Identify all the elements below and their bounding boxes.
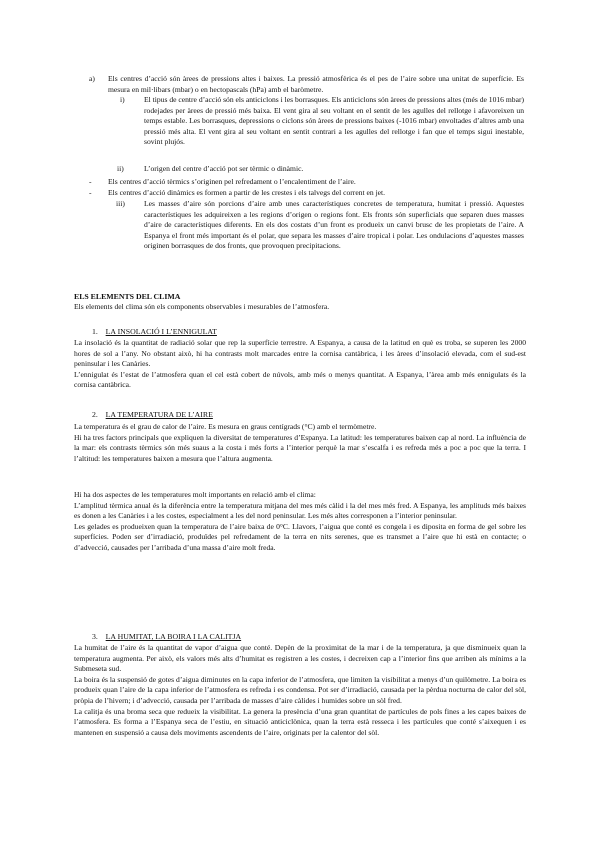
section-3-paragraph-3: La calitja és una broma seca que redueix la visibilitat. La genera la presència d’una gran quantitat de partícules de pols fines a les capes baixes de l’atmosfera. Es forma a l’Espanya seca de l’estiu, en situació anticiclònica, quan la terra està resseca i les partícules que conté s’aixequen i es mantenen en suspensió a causa dels moviments ascendents de l’aire, originats per la calentor del sòl. [74,706,526,737]
list-item-iii-text: Les masses d’aire són porcions d’aire amb unes característiques concretes de temperatura, humitat i pressió. Aquestes característiques les adquireixen a les regions d’origen o regions font. Els fronts són superficials que separen dues masses d’aire de característiques diferents. En els dos costats d’un front es produeix un canvi brusc de les propietats de l’aire. A Espanya el front més important és el polar, que separa les masses d’aire tropical i polar. Les ondulacions d’aquestes masses originen borrasques de dos fronts, que provoquen precipitacions. [144,199,524,251]
subsection-number-3: 3. [92,632,98,641]
list-marker-iii: iii) [116,199,125,208]
section-1-paragraph-1: La insolació és la quantitat de radiació solar que rep la superfície terrestre. A Espanya, a causa de la latitud en què es troba, se superen les 2000 hores de sol a l’any. No obstant això, hi ha contrasts molt marcades entre la cornisa cantàbrica, i les àrees d’insolació elevada, com el sud-est peninsular i les Canàries. [74,338,526,369]
list-item-iii [144,199,524,252]
section-1-paragraph-2: L’ennigulat és l’estat de l’atmosfera quan el cel està cobert de núvols, amb més o menys quantitat. A Espanya, l’àrea amb més ennigulats és la cornisa cantàbrica. [74,369,526,390]
section-2-paragraph-5: Les gelades es produeixen quan la temperatura de l’aire baixa de 0°C. Llavors, l’aigua que conté es congela i es diposita en forma de gel sobre les superfícies. Poden ser d’irradiació, produïdes pel refredament de la terra en nits serenes, que es transmet a l’aire que hi està en contacte; o d’advecció, causades per l’arribada d’una massa d’aire molt freda. [74,521,526,552]
section-2-body-a [74,422,526,464]
list-marker-a: a) [89,74,95,83]
subsection-title-2: LA TEMPERATURA DE L’AIRE [105,410,213,419]
subsection-heading-insolacio [92,327,217,337]
list-item-ii-text: L’origen del centre d’acció pot ser tèrmic o dinàmic. [144,164,304,173]
subsection-number-1: 1. [92,327,98,336]
section-2-body-b [74,490,526,554]
section-3-paragraph-2: La boira és la suspensió de gotes d’aigua diminutes en la capa inferior de l’atmosfera, que limiten la visibilitat a menys d’un quilòmetre. La boira es produeix quan l’aire de la capa inferior de l’atmosfera es refreda i es condensa. Pot ser d’irradiació, causada per la pèrdua nocturna de calor del sòl, pròpia de l’hivern; i d’advecció, causada per l’arribada de masses d’aire càlides i humides sobre un sòl fred. [74,674,526,705]
list-marker-i: i) [120,95,125,104]
subsection-heading-humitat [92,632,241,642]
list-item-i [144,95,524,148]
list-item-a [108,74,524,95]
subsection-title-1: LA INSOLACIÓ I L’ENNIGULAT [105,327,217,336]
subsection-number-2: 2. [92,410,98,419]
dash-marker-1: - [89,177,92,186]
section-heading-elements: ELS ELEMENTS DEL CLIMA [74,292,181,301]
section-2-paragraph-3: Hi ha dos aspectes de les temperatures molt importants en relació amb el clima: [74,490,316,499]
section-3-body [74,643,526,738]
section-1-body [74,338,526,391]
elements-intro [74,302,526,313]
dash-item-1 [108,177,524,188]
section-2-paragraph-4: L’amplitud tèrmica anual és la diferència entre la temperatura mitjana del mes més càlid i la del mes més fred. A Espanya, les amplituds més baixes es donen a les Canàries i a les costes, especialment a les del nord peninsular. Les més altes corresponen a l’interior peninsular. [74,500,526,521]
dash-item-2-text: Els centres d’acció dinàmics es formen a partir de les crestes i els talvegs del corrent en jet. [108,188,386,197]
dash-item-1-text: Els centres d’acció tèrmics s’originen pel refredament o l’encalentiment de l’aire. [108,177,356,186]
list-marker-ii: ii) [117,164,124,173]
elements-intro-text: Els elements del clima són els components observables i mesurables de l’atmosfera. [74,302,330,311]
list-item-a-text: Els centres d’acció són àrees de pressions altes i baixes. La pressió atmosfèrica és el pes de l’aire sobre una unitat de superfície. Es mesura en mil·libars (mbar) o en hectopascals (hPa) amb el baròmetre. [108,74,524,94]
dash-marker-2: - [89,188,92,197]
dash-item-2 [108,188,524,199]
subsection-heading-temperatura [92,410,213,420]
list-item-ii [144,164,524,175]
section-2-paragraph-2: Hi ha tres factors principals que expliquen la diversitat de temperatures d’Espanya. La latitud: les temperatures baixen cap al nord. La influència de la mar: els contrasts tèrmics són més suaus a la costa i més forts a l’interior perquè la mar s’escalfa i es refreda més a poc a poc que la terra. I l’altitud: les temperatures baixen a mesura que l’altura augmenta. [74,432,526,463]
section-3-paragraph-1: La humitat de l’aire és la quantitat de vapor d’aigua que conté. Depèn de la proximitat de la mar i de la temperatura, ja que disminueix quan la temperatura augmenta. Per això, els valors més alts d’humitat es registren a les costes, i decreixen cap a l’interior fins que arriben als mínims a la Submeseta sud. [74,643,526,674]
subsection-title-3: LA HUMITAT, LA BOIRA I LA CALITJA [105,632,242,641]
list-item-i-text: El tipus de centre d’acció són els anticiclons i les borrasques. Els anticiclons són àrees de pressions altes (més de 1016 mbar) rodejades per àrees de pressió més baixa. El vent gira al seu voltant en el sentit de les agulles del rellotge i afavoreixen un temps estable. Les borrasques, depressions o ciclons són àrees de pressions baixes (-1016 mbar) envoltades d’altres amb una pressió més alta. El vent gira al seu voltant en sentit contrari a les agulles del rellotge i fan que el temps sigui inestable, sovint plujós. [144,95,525,147]
section-2-paragraph-1: La temperatura és el grau de calor de l’aire. Es mesura en graus centígrads (°C) amb el termòmetre. [74,422,377,431]
